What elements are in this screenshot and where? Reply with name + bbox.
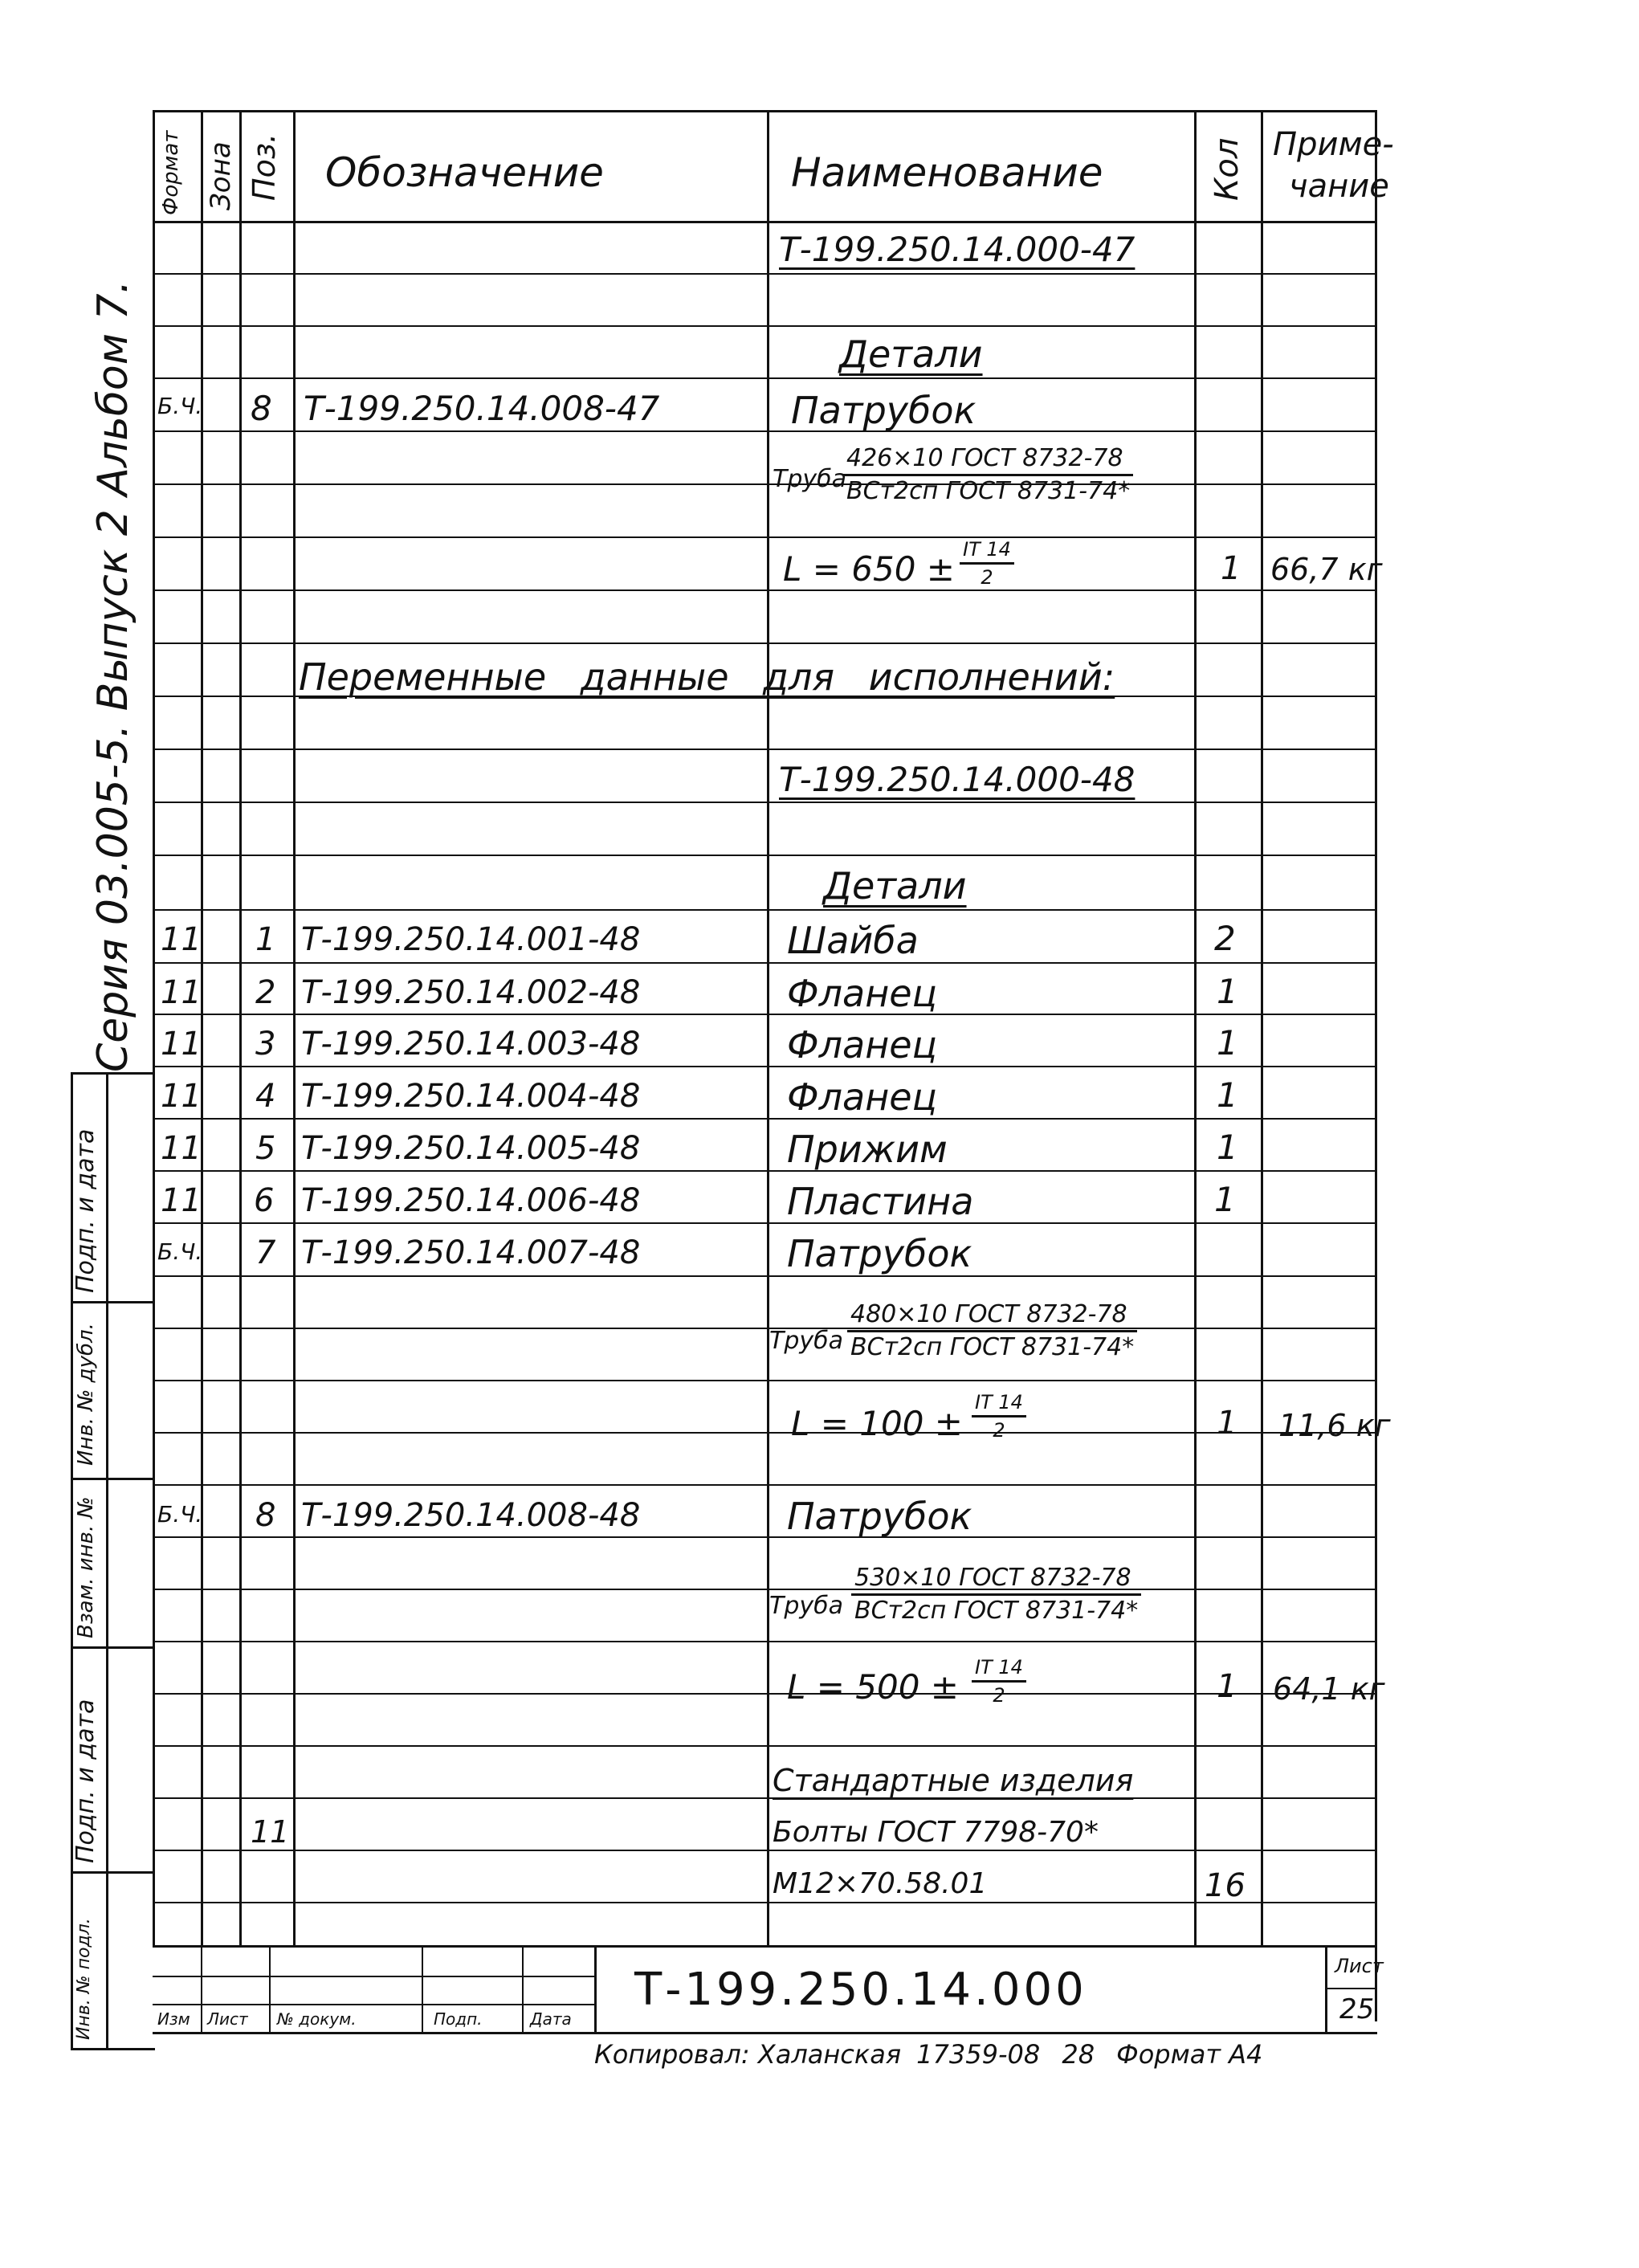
row4-name: Патрубок bbox=[791, 389, 976, 432]
row25-pos: 8 bbox=[255, 1497, 276, 1534]
stamp-podp-data-top: Подп. и дата bbox=[71, 1128, 100, 1293]
row21-fraction bbox=[847, 1300, 1137, 1361]
title-col-podp: Подп. bbox=[434, 2009, 483, 2029]
row28-tolerance bbox=[972, 1658, 1026, 1705]
row26-prefix: Труба bbox=[769, 1592, 844, 1620]
row17-qty: 1 bbox=[1217, 1075, 1238, 1115]
title-sheet-number: 25 bbox=[1339, 1993, 1375, 2025]
row23-tol-den: 2 bbox=[993, 1419, 1005, 1442]
row21-fraction-den: ВСт2сп ГОСТ 8731-74* bbox=[850, 1333, 1135, 1361]
row17-pos: 4 bbox=[255, 1078, 276, 1115]
row23-note: 11,6 кг bbox=[1278, 1408, 1391, 1443]
row14-designation: Т-199.250.14.001-48 bbox=[301, 921, 641, 958]
row15-name: Фланец bbox=[787, 972, 937, 1015]
title-col-date: Дата bbox=[530, 2009, 572, 2029]
footer-copied: Копировал: Халанская bbox=[594, 2039, 902, 2070]
header-zone: Зона bbox=[205, 141, 237, 210]
row13-name-detali: Детали bbox=[823, 864, 967, 908]
row5-fraction-den: ВСт2сп ГОСТ 8731-74* bbox=[846, 477, 1131, 505]
row19-designation: Т-199.250.14.006-48 bbox=[301, 1182, 641, 1219]
row28-length: L = 500 ± bbox=[787, 1667, 959, 1707]
row21-fraction-num: 480×10 ГОСТ 8732-78 bbox=[847, 1303, 1137, 1332]
row16-name: Фланец bbox=[787, 1023, 937, 1067]
row15-qty: 1 bbox=[1217, 972, 1238, 1011]
row28-tol-num: IT 14 bbox=[972, 1658, 1026, 1683]
row30-standard-items: Стандартные изделия bbox=[773, 1763, 1134, 1798]
row4-designation: Т-199.250.14.008-47 bbox=[304, 389, 660, 428]
header-qty: Кол bbox=[1209, 137, 1246, 201]
row25-name: Патрубок bbox=[787, 1495, 972, 1538]
series-caption: Серия 03.005-5. Выпуск 2 Альбом 7. bbox=[89, 279, 137, 1072]
row23-tolerance bbox=[972, 1393, 1026, 1440]
row20-designation: Т-199.250.14.007-48 bbox=[301, 1234, 641, 1271]
header-pos: Поз. bbox=[247, 133, 282, 201]
row20-pos: 7 bbox=[255, 1234, 276, 1271]
row1-name: Т-199.250.14.000-47 bbox=[779, 230, 1135, 269]
row4-pos: 8 bbox=[251, 389, 272, 428]
row16-format: 11 bbox=[161, 1026, 202, 1063]
row20-name: Патрубок bbox=[787, 1232, 972, 1275]
row5-fraction-num: 426×10 ГОСТ 8732-78 bbox=[843, 447, 1133, 476]
row15-format: 11 bbox=[161, 974, 202, 1011]
row7-tolerance bbox=[960, 540, 1014, 587]
row5-prefix: Труба bbox=[773, 465, 847, 493]
footer-order: 17359-08 bbox=[916, 2039, 1041, 2070]
stamp-podp-data-bottom: Подп. и дата bbox=[71, 1699, 100, 1863]
row7-length: L = 650 ± bbox=[783, 549, 955, 589]
row32-name: М12×70.58.01 bbox=[773, 1867, 988, 1900]
row17-name: Фланец bbox=[787, 1075, 937, 1119]
footer-sheet: 28 bbox=[1062, 2039, 1095, 2070]
row14-format: 11 bbox=[161, 921, 202, 958]
footer-format: Формат А4 bbox=[1116, 2039, 1263, 2070]
stamp-inv-dubl: Инв. № дубл. bbox=[74, 1323, 98, 1466]
row28-qty: 1 bbox=[1217, 1668, 1237, 1705]
footer bbox=[594, 2039, 1263, 2070]
row18-designation: Т-199.250.14.005-48 bbox=[301, 1130, 641, 1167]
row5-fraction bbox=[843, 444, 1133, 505]
title-col-doc: № докум. bbox=[277, 2009, 357, 2029]
row19-format: 11 bbox=[161, 1182, 202, 1219]
row15-pos: 2 bbox=[255, 974, 276, 1011]
row25-designation: Т-199.250.14.008-48 bbox=[301, 1497, 641, 1534]
row23-length: L = 100 ± bbox=[791, 1404, 963, 1443]
row18-format: 11 bbox=[161, 1130, 202, 1167]
row4-format: Б.Ч. bbox=[157, 393, 203, 419]
row7-tol-den: 2 bbox=[981, 566, 993, 589]
row19-name: Пластина bbox=[787, 1180, 974, 1223]
header-format: Формат bbox=[159, 130, 183, 215]
row32-qty: 16 bbox=[1205, 1867, 1246, 1904]
row31-pos: 11 bbox=[251, 1814, 290, 1850]
row9-variable-data: Переменные данные для исполнений: bbox=[299, 655, 1115, 699]
row31-name: Болты ГОСТ 7798-70* bbox=[773, 1816, 1099, 1849]
row17-format: 11 bbox=[161, 1078, 202, 1115]
row16-designation: Т-199.250.14.003-48 bbox=[301, 1026, 641, 1063]
row26-fraction bbox=[851, 1566, 1141, 1623]
title-sheet-label: Лист bbox=[1335, 1955, 1384, 1977]
row7-tol-num: IT 14 bbox=[960, 540, 1014, 565]
row14-pos: 1 bbox=[255, 921, 276, 958]
header-note-line1: Приме- bbox=[1273, 126, 1394, 163]
row19-pos: 6 bbox=[254, 1182, 275, 1219]
row18-qty: 1 bbox=[1217, 1128, 1238, 1167]
row26-fraction-den: ВСт2сп ГОСТ 8731-74* bbox=[854, 1597, 1139, 1625]
stamp-inv-podl: Инв. № подл. bbox=[74, 1918, 94, 2040]
row18-pos: 5 bbox=[255, 1130, 276, 1167]
row14-name: Шайба bbox=[787, 919, 919, 962]
row25-format: Б.Ч. bbox=[157, 1501, 203, 1528]
row16-pos: 3 bbox=[255, 1026, 276, 1063]
row16-qty: 1 bbox=[1217, 1023, 1238, 1063]
row21-prefix: Труба bbox=[769, 1327, 844, 1355]
row17-designation: Т-199.250.14.004-48 bbox=[301, 1078, 641, 1115]
row23-tol-num: IT 14 bbox=[972, 1393, 1026, 1418]
header-designation: Обозначение bbox=[325, 149, 604, 196]
row20-format: Б.Ч. bbox=[157, 1238, 203, 1265]
row28-note: 64,1 кг bbox=[1273, 1671, 1385, 1707]
stamp-vzam-inv: Взам. инв. № bbox=[74, 1496, 98, 1638]
row18-name: Прижим bbox=[787, 1128, 948, 1171]
header-name: Наименование bbox=[791, 149, 1103, 196]
title-designation: Т-199.250.14.000 bbox=[634, 1964, 1087, 2016]
row7-qty: 1 bbox=[1221, 550, 1241, 587]
row7-note: 66,7 кг bbox=[1270, 552, 1383, 587]
row28-tol-den: 2 bbox=[993, 1684, 1005, 1707]
row15-designation: Т-199.250.14.002-48 bbox=[301, 974, 641, 1011]
row3-name-detali: Детали bbox=[839, 332, 983, 376]
title-col-list: Лист bbox=[207, 2009, 248, 2029]
row19-qty: 1 bbox=[1214, 1180, 1236, 1219]
row23-qty: 1 bbox=[1217, 1405, 1237, 1442]
row11-name: Т-199.250.14.000-48 bbox=[779, 760, 1135, 799]
title-col-izm: Изм bbox=[157, 2009, 190, 2029]
row26-fraction-num: 530×10 ГОСТ 8732-78 bbox=[851, 1566, 1141, 1596]
header-note-line2: чание bbox=[1289, 168, 1389, 205]
row14-qty: 2 bbox=[1214, 919, 1236, 958]
